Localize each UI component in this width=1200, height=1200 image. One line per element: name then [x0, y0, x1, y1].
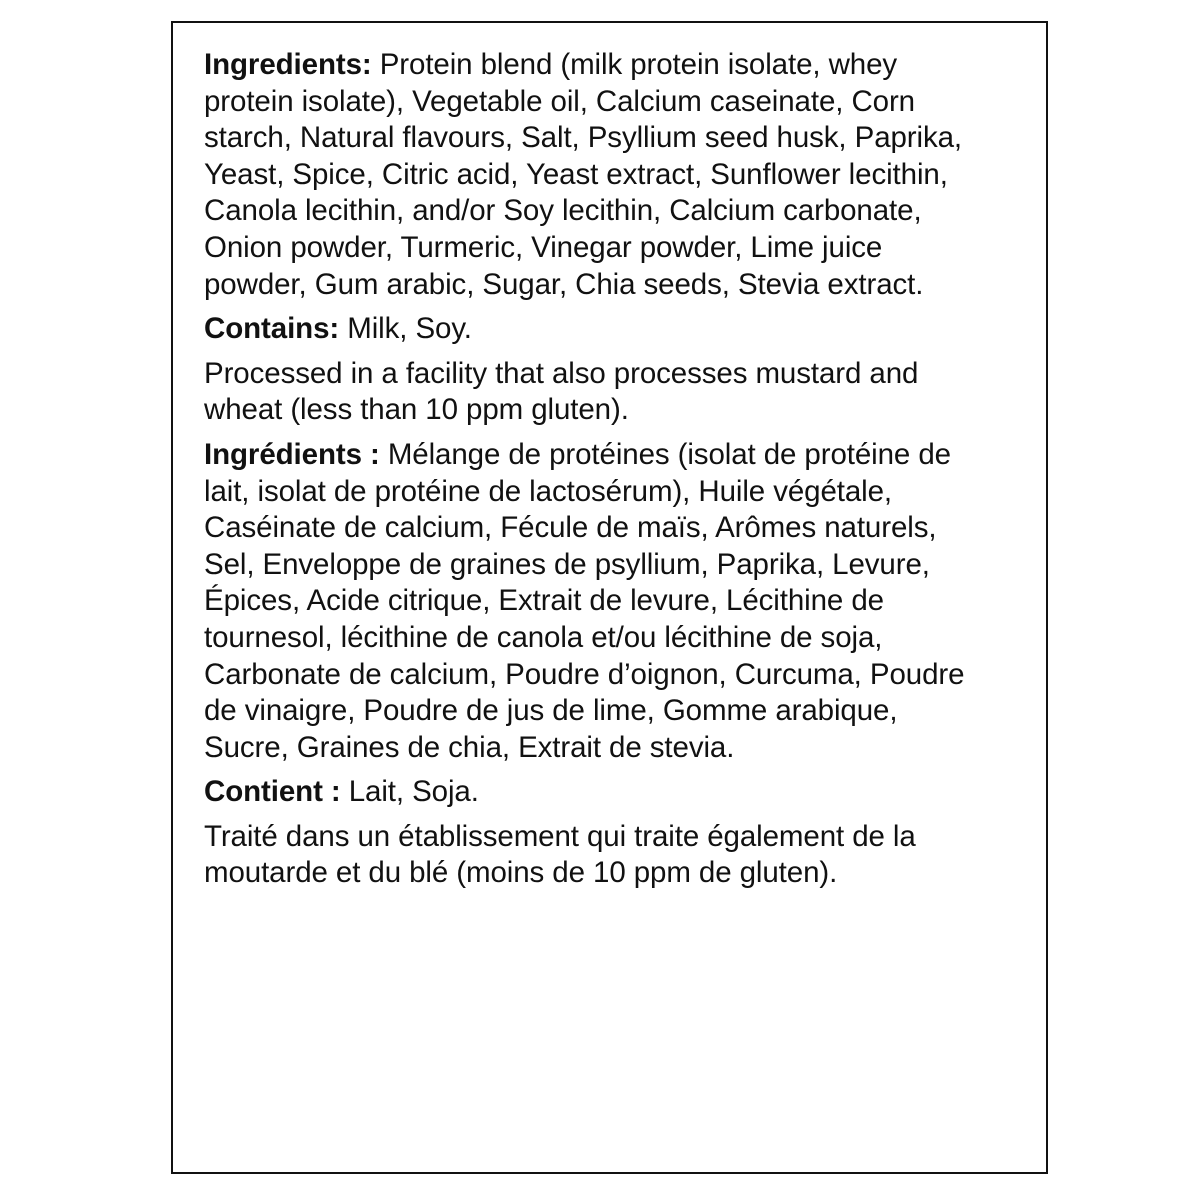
french-ingredients-line-9: Sucre, Graines de chia, Extrait de stevia.	[204, 730, 735, 764]
french-contains-heading: Contient :	[204, 775, 341, 809]
french-contains	[204, 774, 1024, 811]
french-ingredients-line-8: de vinaigre, Poudre de jus de lime, Gomme arabique,	[204, 694, 898, 728]
english-ingredients-line-4: Yeast, Spice, Citric acid, Yeast extract, Sunflower lecithin,	[204, 157, 948, 191]
french-ingredients-line-5: Épices, Acide citrique, Extrait de levure, Lécithine de	[204, 584, 884, 618]
english-facility-line-2: wheat (less than 10 ppm gluten).	[204, 393, 629, 427]
english-contains-heading: Contains:	[204, 312, 340, 346]
english-ingredients-line-5: Canola lecithin, and/or Soy lecithin, Calcium carbonate,	[204, 194, 922, 228]
english-ingredients-line-2: protein isolate), Vegetable oil, Calcium caseinate, Corn	[204, 84, 915, 118]
english-facility-line-1: Processed in a facility that also processes mustard and	[204, 356, 919, 390]
english-contains	[204, 311, 1024, 348]
french-ingredients	[204, 437, 1024, 766]
french-ingredients-line-1	[204, 437, 1024, 474]
ingredient-label-panel	[171, 21, 1048, 1174]
french-ingredients-line-7: Carbonate de calcium, Poudre d’oignon, Curcuma, Poudre	[204, 657, 965, 691]
english-ingredients-text: Protein blend (milk protein isolate, whey	[371, 48, 898, 81]
label-text-block	[204, 47, 1024, 900]
french-ingredients-heading: Ingrédients :	[204, 437, 380, 471]
french-facility-line-1: Traité dans un établissement qui traite également de la	[204, 819, 916, 853]
french-contains-text: Lait, Soja.	[340, 775, 479, 809]
english-ingredients-line-3: starch, Natural flavours, Salt, Psyllium seed husk, Paprika,	[204, 121, 963, 155]
english-ingredients-heading: Ingredients:	[204, 48, 372, 81]
english-facility-statement	[204, 356, 1024, 429]
english-ingredients-line-6: Onion powder, Turmeric, Vinegar powder, Lime juice	[204, 230, 883, 264]
english-ingredients	[204, 47, 1024, 303]
french-ingredients-line-6: tournesol, lécithine de canola et/ou lécithine de soja,	[204, 620, 883, 654]
french-ingredients-text: Mélange de protéines (isolat de protéine de	[379, 437, 951, 471]
french-contains-line	[204, 774, 1024, 811]
english-contains-line	[204, 311, 1024, 348]
french-facility-statement	[204, 819, 1024, 892]
french-ingredients-line-3: Caséinate de calcium, Fécule de maïs, Arômes naturels,	[204, 511, 937, 545]
english-contains-text: Milk, Soy.	[339, 312, 472, 346]
french-ingredients-line-4: Sel, Enveloppe de graines de psyllium, Paprika, Levure,	[204, 547, 930, 581]
english-ingredients-line-1	[204, 47, 1024, 84]
english-ingredients-line-7: powder, Gum arabic, Sugar, Chia seeds, Stevia extract.	[204, 267, 924, 301]
french-facility-line-2: moutarde et du blé (moins de 10 ppm de gluten).	[204, 856, 838, 890]
french-ingredients-line-2: lait, isolat de protéine de lactosérum), Huile végétale,	[204, 474, 893, 508]
